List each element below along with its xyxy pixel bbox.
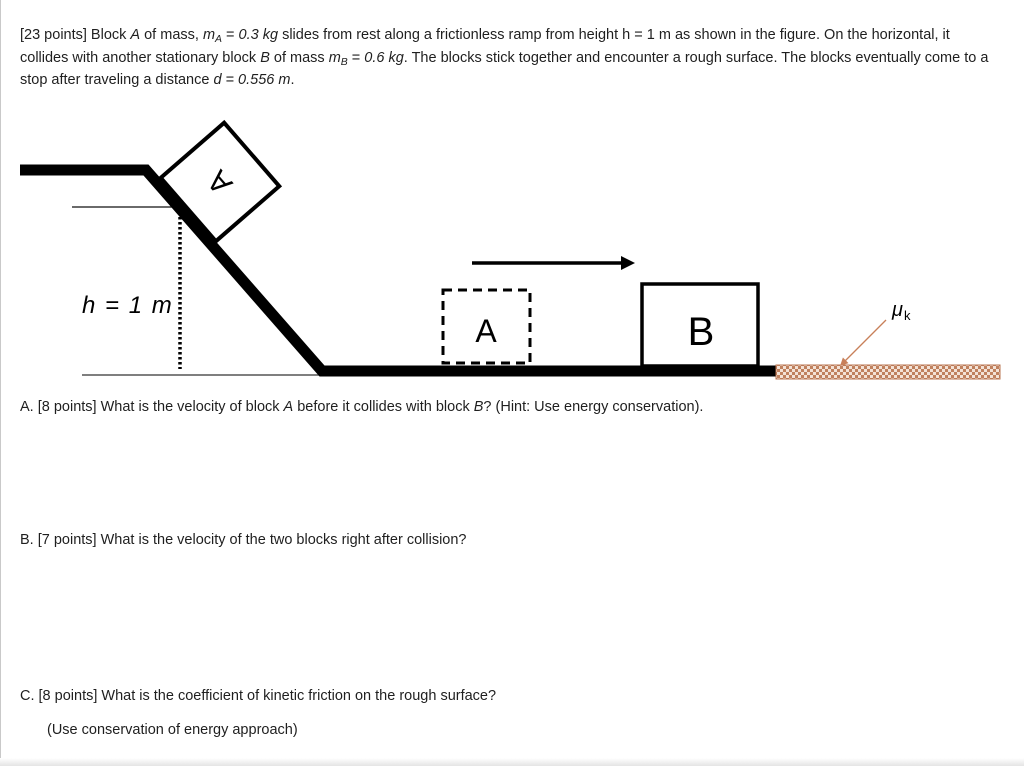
rough-surface (776, 365, 1000, 379)
motion-arrow-head (621, 256, 635, 270)
block-b-name: B (260, 49, 270, 66)
statement-text: of mass, (140, 27, 203, 43)
block-b-label: B (687, 310, 715, 354)
block-a-name: A (283, 399, 294, 415)
problem-statement-line-2 (20, 47, 988, 70)
mass-symbol: m (202, 27, 216, 43)
mass-b-value: 0.6 kg (364, 49, 404, 66)
friction-pointer-line (845, 320, 886, 361)
problem-statement-line-3 (20, 69, 988, 92)
question-c: C. [8 points] What is the coefficient of kinetic friction on the rough surface? (20, 688, 497, 704)
question-a-text: A. [8 points] What is the velocity of block (20, 399, 284, 415)
block-b-name: B (473, 399, 484, 415)
mass-subscript: B (340, 56, 348, 68)
height-label: h = 1 m (82, 292, 174, 319)
question-c-note: (Use conservation of energy approach) (47, 722, 298, 738)
statement-text: collides with another stationary block (20, 49, 261, 66)
friction-coefficient-subscript: k (904, 308, 911, 323)
friction-coefficient-symbol: μ (892, 299, 903, 321)
mass-subscript: A (215, 33, 223, 45)
equals-sign: = (347, 49, 365, 66)
question-b: B. [7 points] What is the velocity of the two blocks right after collision? (20, 532, 467, 548)
question-a-text: ? (Hint: Use energy conservation). (483, 399, 704, 415)
ramp-block-a-label: A (200, 163, 240, 201)
statement-text: . (290, 72, 295, 88)
collision-block-a-label: A (475, 313, 497, 349)
distance-value: d = 0.556 m (213, 72, 291, 88)
problem-statement-line-1 (20, 24, 988, 47)
mass-a-value: 0.3 kg (238, 27, 279, 43)
problem-statement (20, 24, 988, 92)
mass-symbol: m (328, 49, 341, 66)
block-a-name: A (130, 27, 141, 43)
ramp-track (20, 170, 777, 371)
statement-text: of mass (269, 49, 329, 66)
question-a-text: before it collides with block (293, 399, 474, 415)
statement-text: stop after traveling a distance (20, 72, 214, 88)
statement-text: slides from rest along a frictionless ramp from height h = 1 m as shown in the figure. On the horizontal, it (278, 27, 950, 43)
question-a (20, 396, 703, 419)
equals-sign: = (222, 27, 239, 43)
statement-text: [23 points] Block (20, 27, 131, 43)
statement-text: . The blocks stick together and encounter a rough surface. The blocks eventually come to a (403, 49, 989, 66)
